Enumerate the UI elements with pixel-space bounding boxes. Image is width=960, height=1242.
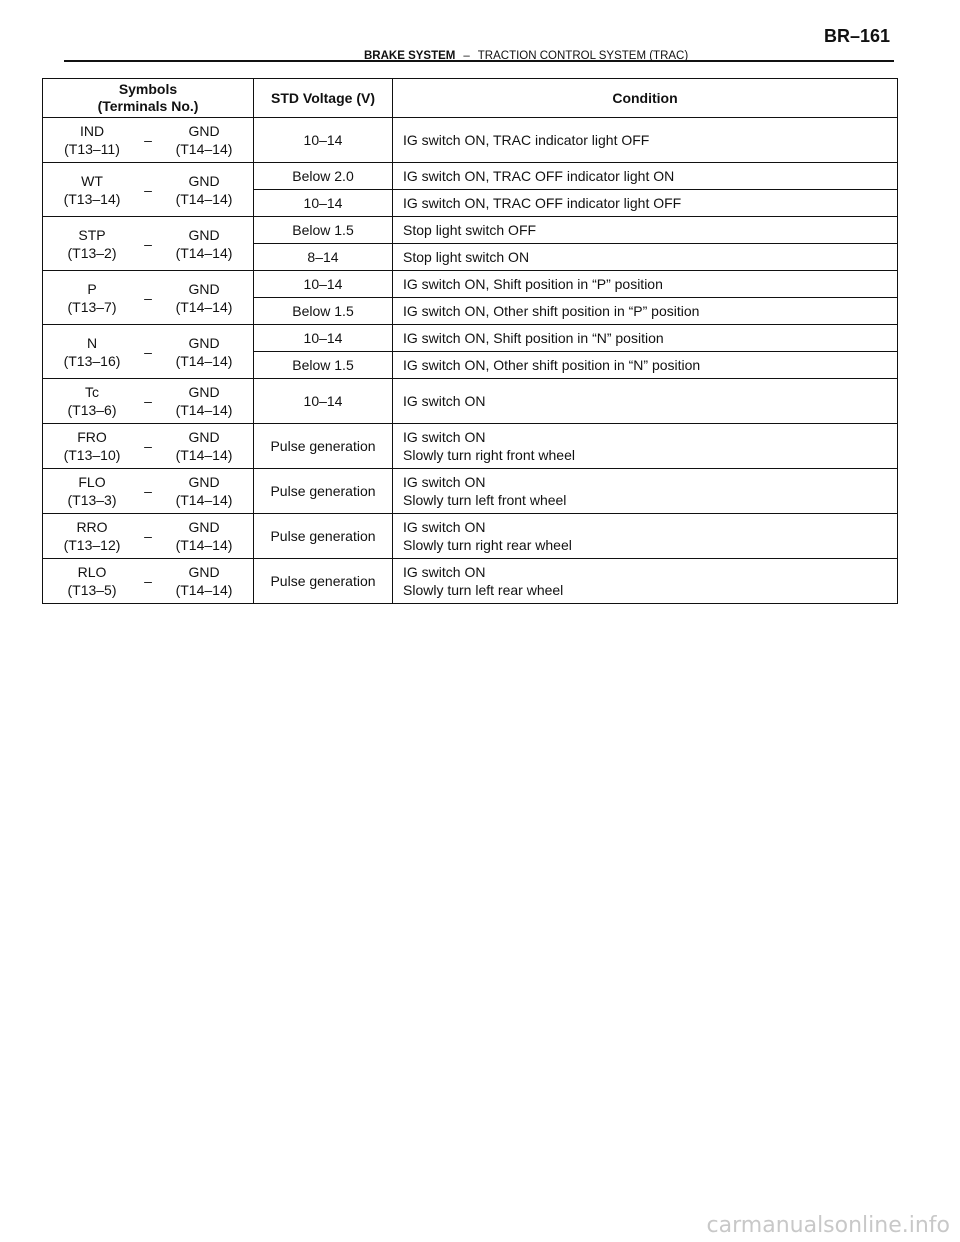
ground-symbol: GND <box>188 226 220 243</box>
terminal-pair <box>43 563 253 599</box>
ground-number: (T14–14) <box>175 582 233 598</box>
condition-cell <box>393 469 898 514</box>
terminal-left <box>43 563 141 599</box>
terminal-pair <box>43 473 253 509</box>
table-row <box>43 325 898 352</box>
header-symbols <box>43 79 254 118</box>
voltage-cell: 10–14 <box>254 271 393 298</box>
table-row <box>43 271 898 298</box>
condition-cell <box>393 163 898 190</box>
header-symbols-line2: (Terminals No.) <box>97 98 199 114</box>
terminal-dash: – <box>144 343 152 360</box>
terminal-pair <box>43 280 253 316</box>
terminal-right <box>155 383 253 419</box>
condition-line: IG switch ON, Other shift position in “P” position <box>403 303 700 319</box>
terminal-number: (T13–16) <box>63 352 121 369</box>
condition-cell <box>393 190 898 217</box>
ground-number: (T14–14) <box>175 190 233 207</box>
condition-line: IG switch ON <box>403 474 486 490</box>
terminal-right <box>155 334 253 370</box>
ground-symbol: GND <box>188 172 220 189</box>
terminal-number: (T13–12) <box>63 537 121 553</box>
table-row <box>43 559 898 604</box>
condition-line: IG switch ON, TRAC OFF indicator light OFF <box>403 195 682 211</box>
voltage-cell: 10–14 <box>254 118 393 163</box>
terminal-dash: – <box>144 235 152 252</box>
terminal-number: (T13–2) <box>67 244 117 261</box>
condition-line: IG switch ON <box>403 429 486 445</box>
ground-symbol: GND <box>188 123 220 139</box>
ground-symbol: GND <box>188 519 220 535</box>
ground-number: (T14–14) <box>175 537 233 553</box>
condition-cell <box>393 217 898 244</box>
terminal-left <box>43 383 141 419</box>
terminal-symbol: IND <box>79 123 105 139</box>
condition-line: Stop light switch OFF <box>403 222 537 238</box>
condition-line: IG switch ON <box>403 564 486 580</box>
table-row <box>43 514 898 559</box>
voltage-spec-table <box>42 78 898 604</box>
terminal-left <box>43 518 141 554</box>
ground-symbol: GND <box>188 429 220 445</box>
terminal-right <box>155 563 253 599</box>
condition-line: IG switch ON, Shift position in “N” position <box>403 330 664 346</box>
table-body <box>43 118 898 604</box>
condition-line: IG switch ON <box>403 393 486 409</box>
table-row <box>43 217 898 244</box>
voltage-cell: Below 1.5 <box>254 352 393 379</box>
ground-number: (T14–14) <box>175 298 233 315</box>
terminal-symbol: Tc <box>85 384 99 400</box>
condition-cell <box>393 352 898 379</box>
condition-cell <box>393 379 898 424</box>
page-number: BR–161 <box>823 26 890 46</box>
table-row <box>43 118 898 163</box>
condition-line: IG switch ON, TRAC indicator light OFF <box>403 132 650 148</box>
terminal-dash: – <box>144 528 152 544</box>
terminal-left <box>43 226 141 262</box>
terminal-right <box>155 280 253 316</box>
terminal-number: (T13–3) <box>67 492 117 508</box>
condition-line: IG switch ON, Shift position in “P” position <box>403 276 663 292</box>
terminal-pair <box>43 334 253 370</box>
terminal-pair <box>43 122 253 158</box>
condition-line: Slowly turn left front wheel <box>403 492 567 508</box>
table-header-row <box>43 79 898 118</box>
condition-line: IG switch ON, Other shift position in “N” position <box>403 357 701 373</box>
condition-cell <box>393 514 898 559</box>
condition-line: Stop light switch ON <box>403 249 530 265</box>
condition-cell <box>393 271 898 298</box>
terminal-symbol: FRO <box>77 429 107 445</box>
terminal-dash: – <box>144 289 152 306</box>
page-header <box>64 24 894 62</box>
symbol-cell <box>43 424 254 469</box>
voltage-cell: 10–14 <box>254 325 393 352</box>
ground-symbol: GND <box>188 474 220 490</box>
subsection-title: TRACTION CONTROL SYSTEM (TRAC) <box>477 50 689 62</box>
terminal-left <box>43 334 141 370</box>
terminal-symbol: WT <box>81 172 103 189</box>
terminal-number: (T13–5) <box>67 582 117 598</box>
condition-cell <box>393 244 898 271</box>
condition-line: Slowly turn right rear wheel <box>403 537 572 553</box>
terminal-pair <box>43 226 253 262</box>
symbol-cell <box>43 469 254 514</box>
terminal-number: (T13–14) <box>63 190 121 207</box>
condition-cell <box>393 424 898 469</box>
symbol-cell <box>43 163 254 217</box>
symbol-cell <box>43 325 254 379</box>
terminal-dash: – <box>144 483 152 499</box>
terminal-right <box>155 473 253 509</box>
condition-cell <box>393 298 898 325</box>
terminal-dash: – <box>144 573 152 589</box>
table-row <box>43 379 898 424</box>
ground-number: (T14–14) <box>175 492 233 508</box>
terminal-right <box>155 122 253 158</box>
condition-line: Slowly turn right front wheel <box>403 447 575 463</box>
ground-number: (T14–14) <box>175 244 233 261</box>
terminal-dash: – <box>144 393 152 409</box>
terminal-left <box>43 473 141 509</box>
condition-cell <box>393 559 898 604</box>
terminal-right <box>155 172 253 208</box>
terminal-symbol: STP <box>78 226 106 243</box>
voltage-cell: 8–14 <box>254 244 393 271</box>
watermark: carmanualsonline.info <box>706 1213 950 1238</box>
terminal-pair <box>43 383 253 419</box>
voltage-cell: Pulse generation <box>254 514 393 559</box>
terminal-right <box>155 518 253 554</box>
terminal-symbol: RLO <box>77 564 107 580</box>
voltage-cell: Below 2.0 <box>254 163 393 190</box>
symbol-cell <box>43 379 254 424</box>
symbol-cell <box>43 217 254 271</box>
condition-cell <box>393 118 898 163</box>
ground-symbol: GND <box>188 384 220 400</box>
terminal-left <box>43 172 141 208</box>
condition-line: Slowly turn left rear wheel <box>403 582 564 598</box>
voltage-cell: Pulse generation <box>254 469 393 514</box>
terminal-dash: – <box>144 132 152 148</box>
terminal-pair <box>43 518 253 554</box>
terminal-right <box>155 428 253 464</box>
section-title: BRAKE SYSTEM <box>364 50 456 62</box>
terminal-pair <box>43 428 253 464</box>
terminal-symbol: RRO <box>76 519 108 535</box>
ground-number: (T14–14) <box>175 402 233 418</box>
terminal-number: (T13–11) <box>64 141 120 157</box>
ground-symbol: GND <box>188 564 220 580</box>
terminal-symbol: N <box>86 334 98 351</box>
terminal-pair <box>43 172 253 208</box>
terminal-dash: – <box>144 438 152 454</box>
terminal-number: (T13–6) <box>67 402 117 418</box>
voltage-cell: Pulse generation <box>254 424 393 469</box>
ground-number: (T14–14) <box>175 352 233 369</box>
symbol-cell <box>43 514 254 559</box>
header-voltage: STD Voltage (V) <box>254 79 393 118</box>
voltage-cell: 10–14 <box>254 190 393 217</box>
symbol-cell <box>43 118 254 163</box>
terminal-right <box>155 226 253 262</box>
voltage-cell: 10–14 <box>254 379 393 424</box>
ground-symbol: GND <box>188 280 220 297</box>
ground-symbol: GND <box>188 334 220 351</box>
terminal-left <box>43 122 141 158</box>
ground-number: (T14–14) <box>175 447 233 463</box>
header-condition: Condition <box>393 79 898 118</box>
terminal-dash: – <box>144 181 152 198</box>
table-row <box>43 424 898 469</box>
voltage-cell: Below 1.5 <box>254 298 393 325</box>
header-dash: – <box>463 50 470 62</box>
table-row <box>43 163 898 190</box>
terminal-left <box>43 280 141 316</box>
symbol-cell <box>43 271 254 325</box>
header-section <box>364 50 688 62</box>
symbol-cell <box>43 559 254 604</box>
terminal-number: (T13–7) <box>67 298 117 315</box>
condition-cell <box>393 325 898 352</box>
terminal-symbol: P <box>87 280 97 297</box>
table-row <box>43 469 898 514</box>
voltage-cell: Pulse generation <box>254 559 393 604</box>
terminal-symbol: FLO <box>78 474 106 490</box>
condition-line: IG switch ON <box>403 519 486 535</box>
terminal-number: (T13–10) <box>63 447 121 463</box>
ground-number: (T14–14) <box>175 141 233 157</box>
condition-line: IG switch ON, TRAC OFF indicator light ON <box>403 168 675 184</box>
terminal-left <box>43 428 141 464</box>
header-symbols-line1: Symbols <box>118 81 178 97</box>
voltage-cell: Below 1.5 <box>254 217 393 244</box>
